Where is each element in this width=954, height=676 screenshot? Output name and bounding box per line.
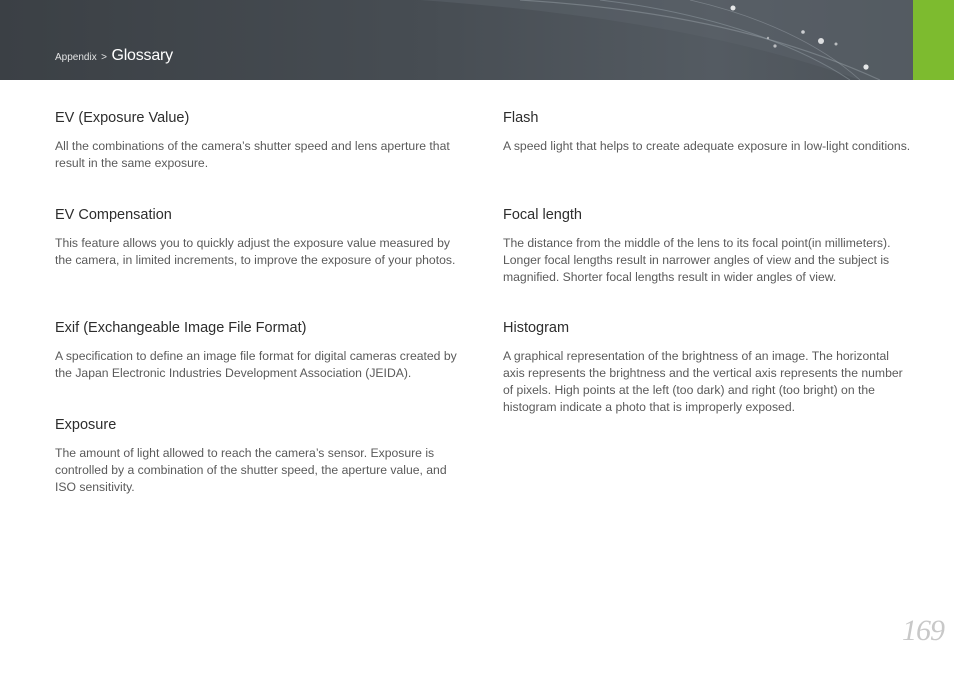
glossary-entry-focal-length <box>503 205 911 318</box>
glossary-entry-ev <box>55 108 463 205</box>
glossary-definition: This feature allows you to quickly adjust the exposure value measured by the camera, in limited increments, to improve the exposure of your photos. <box>55 236 456 267</box>
glossary-right-column <box>503 108 911 416</box>
glossary-entry-exposure <box>55 415 463 496</box>
glossary-left-column <box>55 108 463 496</box>
page-header <box>0 0 954 80</box>
glossary-term: Exposure <box>55 417 117 433</box>
glossary-entry-exif <box>55 318 463 415</box>
glossary-definition: The distance from the middle of the lens to its focal point(in millimeters). Longer focal lengths result in narrower angles of view and the subject is magnified. Shorter focal lengths result in wider angles of view. <box>503 236 891 284</box>
glossary-term: Focal length <box>503 207 582 223</box>
glossary-definition: A speed light that helps to create adequate exposure in low-light conditions. <box>503 139 911 153</box>
breadcrumb <box>55 47 173 65</box>
glossary-term: Histogram <box>503 320 570 336</box>
glossary-entry-flash <box>503 108 911 205</box>
glossary-entry-histogram <box>503 318 911 416</box>
breadcrumb-separator: > <box>101 52 107 63</box>
glossary-term: Exif (Exchangeable Image File Format) <box>55 320 307 336</box>
glossary-term: EV Compensation <box>55 207 172 223</box>
glossary-definition: All the combinations of the camera’s shutter speed and lens aperture that result in the same exposure. <box>55 139 450 170</box>
breadcrumb-current: Glossary <box>111 47 173 64</box>
section-color-tab <box>913 0 954 80</box>
glossary-term: EV (Exposure Value) <box>55 110 190 126</box>
glossary-definition: The amount of light allowed to reach the camera’s sensor. Exposure is controlled by a combination of the shutter speed, the aperture value, and ISO sensitivity. <box>55 446 447 494</box>
glossary-definition: A specification to define an image file format for digital cameras created by the Japan Electronic Industries Development Association (JEIDA). <box>55 349 457 380</box>
glossary-entry-ev-compensation <box>55 205 463 318</box>
glossary-term: Flash <box>503 110 539 126</box>
decorative-swoosh <box>0 0 954 80</box>
breadcrumb-parent[interactable]: Appendix <box>55 52 97 63</box>
page-number: 169 <box>902 614 944 647</box>
glossary-definition: A graphical representation of the brightness of an image. The horizontal axis represents the brightness and the vertical axis represents the number of pixels. High points at the left (too dark) and right (too bright) on the histogram indicate a photo that is improperly exposed. <box>503 349 903 414</box>
